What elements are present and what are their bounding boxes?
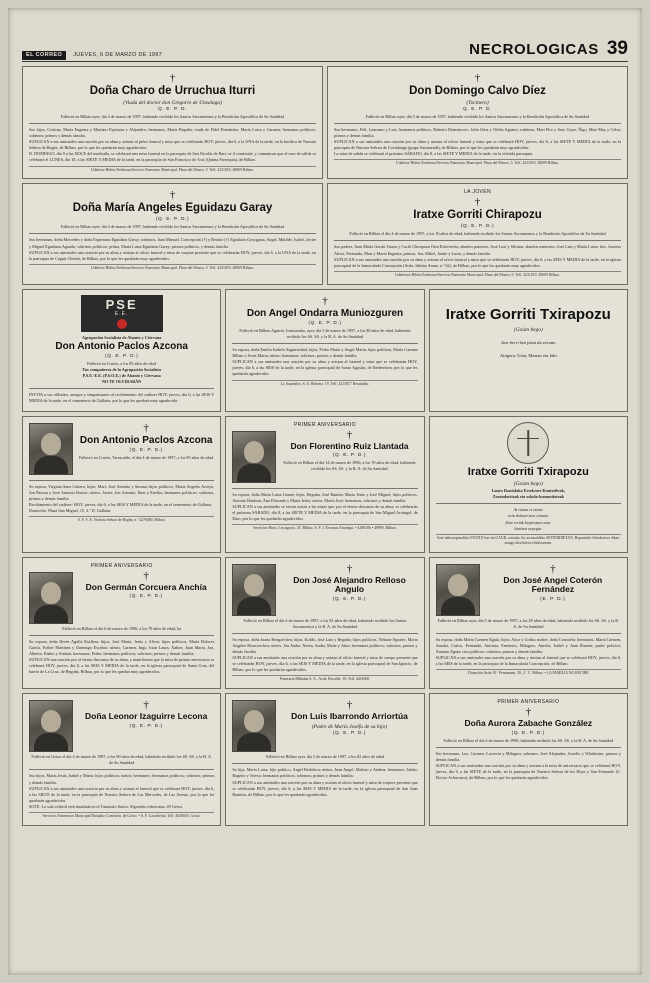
tribute-line-2: Aingeru, Unai, Marian eta Jabi xyxy=(499,353,557,359)
deceased-photo xyxy=(232,431,276,483)
masthead-left xyxy=(22,51,162,61)
paper-sheet xyxy=(8,8,642,975)
qepd-label: (Q. E. P. D.) xyxy=(129,723,163,729)
deceased-name: Doña María Angeles Eguidazu Garay xyxy=(72,202,273,215)
qepd-label: (E. P. D.) xyxy=(540,596,566,602)
funeral-service-footer: Servicios Hnos. Lecaigorio, 43. Bilbao. S. F. J. Terrazas Ariztegui. • 4296186 • 48999, Bilbao. xyxy=(232,524,417,531)
obituary-row xyxy=(22,416,628,553)
deceased-name: Iratxe Gorriti Txirapozu xyxy=(445,305,611,323)
obituary-iratxe-gorriti-euskara xyxy=(429,289,628,412)
cross-icon: † xyxy=(550,562,556,575)
tribute-line-1: Lauro Ikastolako Errektore Kontseilvak, xyxy=(491,488,565,494)
obituary-charo-urruchua xyxy=(22,66,323,179)
family-paragraph: Su esposa, doña Dorés Agulla Kuillera; hijos, José María, Jesús y Alicia; hijos políticos, María Dolores García, Esther Martínez y Domingo Escobar; nietos, Carmen, Ingo, Irian Laura, Xabier, Juan María, Jon, Alberto, Eneko y Andoni, hermanos, Pedro; hermanos políticos; sobrinos; primos y demás familia. xyxy=(29,638,215,656)
cross-icon: † xyxy=(143,421,149,434)
deceased-photo xyxy=(29,700,73,752)
divider xyxy=(29,769,214,770)
deceased-photo xyxy=(436,564,480,616)
funeral-service-footer: Udaletxe Hileta-Zerbitzua/Servicio Funerario Municipal. Plaza del Museo, 5. Telf. 4231018. 48009 Bilbao. xyxy=(29,166,316,173)
obituary-florentino-ruiz-llantada xyxy=(225,416,424,553)
ee-label: E.E. xyxy=(114,310,129,317)
deceased-name: Don Domingo Calvo Díez xyxy=(409,85,546,97)
obituary-row xyxy=(22,183,628,284)
family-paragraph: Su esposa, doña Juana Bengoechea; hijos, Koldo, José Luis y Beguña; hijos políticos, Nekane Aguirre, María Angeles Beascoechea; nietos, Jon Ander, Nerea, Ander, Maite y Aitor; hermanos políticos; sobrinos; primos y demás familia. xyxy=(232,636,418,654)
family-paragraph: Su esposa, doña María Luisa Garate; hijos, Beguña, José Ramón, María Jesús y José Miguel; hijos políticos, Antonio Bardoza, Ana Elizondo y María Jesús; nietos, María José; hermanos; sobrinos y demás familia. xyxy=(232,491,418,503)
funeral-service-footer: Udaletxe Hileta-Zerbitzua/Servicio Funerario Municipal. Plaza del Museo, 5. Telf. 4231018. 48009 Bilbao. xyxy=(334,159,621,166)
invitation-paragraph: SUPLICAN a sus amistades una oración por su alma y asistan al oficio funeral y misa que se celebrará HOY, jueves, día 6, a las SIETE Y MEDIA de la tarde, en la parroquia de Nuestra Señora de Covadonga (grupo Saramendi), de Bilbao, por lo que les quedarán muy agradecidos. xyxy=(334,139,621,151)
deceased-name: Don Luis Ibarrondo Arriortúa xyxy=(291,711,408,722)
death-notice: Falleció en Bilbao ayer, día 5 de marzo de 1997, a los 82 años de edad xyxy=(266,754,384,760)
obituary-row xyxy=(22,66,628,179)
divider xyxy=(29,635,214,636)
death-notice: Falleció en Cruées, Tarracaldo, el día 4 de marzo de 1997, a los 85 años de edad xyxy=(79,454,214,460)
deceased-name: Don Germán Corcuera Anchía xyxy=(85,581,207,592)
obituary-leonor-izaguirre xyxy=(22,693,221,826)
funeral-service-footer: Udaletxe Hileta-Zerbitzua/Servicio Funerario Municipal. Plaza del Museo, 5. Telf. 4231018. 48009 Bilbao. xyxy=(29,264,316,271)
anniversary-label: PRIMER ANIVERSARIO xyxy=(294,421,356,428)
family-paragraph: Su esposa, Virginia Sanz Cubero; hijos, Marí, José Antonio y Susana; hijos políticos, María Angeles Arroyo, Jon Pascua y José Antonio Borrac; nietos, Javier, Jon Antonio, Ibon y Eneika; hermanos políticos; sobrinos, primos y demás familia. xyxy=(29,483,215,501)
rose-icon xyxy=(117,319,127,329)
anniversary-label: PRIMER ANIVERSARIO xyxy=(497,699,560,706)
deceased-subtitle: (Padre de María Joséfa de su hijo) xyxy=(311,723,388,730)
deceased-name: Don José Angel Coterón Fernández xyxy=(503,574,603,595)
qepd-label: (Q. E. P. D.) xyxy=(332,596,367,602)
newspaper-logo: EL CORREO xyxy=(22,51,66,61)
tribute-line-1: Izar berri bat piztu da zeruan xyxy=(501,340,556,346)
invitation-paragraph: SUPLICAN a sus amistades una oración por su alma y asistan al funeral que se celebrará HOY, jueves, día 6, a las SIETE de la tarde, en la parroquia de Nuestra Señora de Las Mercedes, de Las Arenas, por lo que les quedarán agradecidos. xyxy=(29,785,215,803)
issue-date: JUEVES, 6 DE MARZO DE 1997 xyxy=(73,52,163,59)
divider xyxy=(29,388,214,389)
tribute-line-6: bizitzea arpegia. xyxy=(514,525,543,531)
funeral-service-footer: Udaletxen Hileta-Zerbitzua/Servicio Funerario Municipal. Plaza del Museo, 5. Telf. 4231019. 48009 Bilbao. xyxy=(334,271,621,278)
family-paragraph: Sus hermanas, Luz, Carmen, Lucrecia y Milagros; sobrinos, José Alejandro, Aurelio y Wladimiro; primos y demás familia. xyxy=(435,750,621,762)
page-number: 39 xyxy=(606,38,628,59)
cross-icon: † xyxy=(474,196,481,209)
deceased-name: Don Antonio Paclos Azcona xyxy=(79,434,213,446)
death-notice: Falleció en Bilbao ayer, día 2 de marzo de 1997, habiendo recibido los Santos Sacramentos y la Bendición Apostólica de Su Santidad xyxy=(60,113,285,119)
obituary-aurora-zabache xyxy=(429,693,628,826)
school-emblem-icon xyxy=(507,422,549,464)
divider xyxy=(436,633,621,634)
death-notice: Falleció en Bilbao ayer, día 5 de marzo de 1997, habiendo recibido los Santos Sacramentos y la Bendición Apostólica de Su Santidad xyxy=(60,224,285,230)
anniversary-label: LA JOVEN xyxy=(463,189,492,196)
family-paragraph: Sus hijos, María Jesús, Isabel y María; hijos políticos; nietos; hermanos; hermanos políticos; sobrinos; primos y demás familia. xyxy=(29,773,215,785)
death-notice: Falleció en Bilbao el día 4 de marzo de 1997, a los 81 años de edad, habiendo recibido los Santos Sacramentos y la B. A. de Su Santidad xyxy=(243,617,407,629)
qepd-label: (Q. E. P. D.) xyxy=(129,594,163,600)
deceased-name: Don Antonio Paclos Azcona xyxy=(55,340,188,352)
divider xyxy=(29,123,316,124)
divider xyxy=(436,747,621,748)
death-notice: Falleció en Getxo el día 4 de marzo de 1997, a los 90 años de edad, habiendo recibido los SS. SS. y la B. A. de Su Santidad xyxy=(31,754,212,766)
obituary-german-corcuera xyxy=(22,557,221,690)
family-paragraph: Su esposa, doña María Carmen Eguía; hijos, Aitor y Gorka; madre, doña Consuelo; hermanos, María Carmen, Amalia, Carlos, Fernando, Antonio, Emeterio, Milagros, Amelia, Isabel y Juan Ramón; padre político; Antonio Eguía; tios políticos; sobrinos; primos y demás familia. xyxy=(435,636,621,654)
family-paragraph: Sus hermanos, Feli, Laureano y Luis; hermanos políticos, Roberto Domenicoic, Julia Ortiz y Ofelia Aguirre; sobrinos, Mari Flor y Ana; Goyo, Ñigo, Mari May y Celsa; primos y demás familia. xyxy=(334,126,621,139)
deceased-name: Doña Charo de Urruchua Iturri xyxy=(89,85,256,97)
divider xyxy=(29,480,214,481)
organization-label: Agrupación Socialista de Abanto y Ciérvana xyxy=(82,334,162,340)
invitation-paragraph: Recibimiento del cadáver: HOY, jueves, día 6, a las SEIS Y MEDIA de la tarde, en el cementerio de Gallarta. xyxy=(29,501,213,507)
divider xyxy=(232,763,417,764)
divider xyxy=(232,488,417,489)
qepd-label: (Q. E. P. D.) xyxy=(308,320,342,326)
deceased-name: Don Florentino Ruiz Llantada xyxy=(290,440,409,451)
qepd-label: (Q. E. P. D.) xyxy=(105,354,139,359)
family-paragraph: Su esposa, doña Emilia Isabelo Sagarrizabal; hijos, Pedro María y Angel María; hijas políticas, María Carmen Bilbao y Jesús María; nietos; hermanos; sobrinos; primos y demás familia. xyxy=(232,347,418,359)
qepd-label: (Q. E. P. D.) xyxy=(129,447,163,453)
qepd-label: (Q. E. P. D.) xyxy=(332,730,367,736)
extra-paragraph: La misa de salida se celebrará el próximo SÁBADO, día 8, a las SIETE Y MEDIA de la tarde, en la referida parroquia. xyxy=(334,151,534,157)
note-paragraph: SOTE: La sala veláctil está instalada en el Tanatorio Sarria. Algorteko eskerraiaa, 49 Getxo. xyxy=(29,803,184,809)
deceased-photo xyxy=(232,700,276,752)
obituary-row xyxy=(22,557,628,690)
deceased-photo xyxy=(29,423,73,475)
masthead-rule xyxy=(22,61,628,62)
death-notice: Falleció en Bilbao ayer, día 5 de marzo de 1997, habiendo recibido los Santos Sacramentos y la Bendición Apostólica de Su Santidad xyxy=(365,113,590,119)
invitation-paragraph: SUPLICAN a sus amistades una oración por su alma y asistan al oficio funeral y misa que se celebrarán HOY, jueves, día 6, a las SEIS Y MEDIA de la tarde, en la iglesia parroquial de la Inmaculada Concepción (Avda. Sabino Arana, n.º 62), de Bilbao, por lo que les quedarán muy agradecidos. xyxy=(334,256,621,268)
deceased-name: Doña Leonor Izaguirre Lecona xyxy=(85,711,208,722)
tribute-line-5: Zure irriak begiratzen nau- xyxy=(505,519,552,525)
family-paragraph: Su hija, María Luisa; hijo político, Angel Redoleca; nietos, Juan Angel, Maloso y Andrea; hermanos; Julián; Rogeíto y Teresa; hermanos políticos; sobrinos; primos y demás familia. xyxy=(232,767,418,779)
cross-icon: † xyxy=(169,72,176,84)
deceased-name: Iratxe Gorriti Chirapozu xyxy=(413,209,542,222)
death-notice: Falleció en Bilbao Aguirre, Irastorzako, ayer, día 5 de marzo de 1997, a los 80 años de edad, habiendo recibido los SS. SS. y la B. A. de Su Santidad xyxy=(239,327,411,339)
obituary-antonio-paclos-azcona xyxy=(22,416,221,553)
spacer xyxy=(436,295,621,301)
pse-label: PSE xyxy=(105,296,138,312)
qepd-label: (Q. E. P. D.) xyxy=(155,217,190,223)
invitation-paragraph: SUPLICAN a sus amistades una oración por su alma y asistan a la misa de aniversario que se celebrará HOY, jueves, día 6, a las SIETE de la tarde, en la parroquia de Nuestra Señora de los Hijos y San Fernando (C. Doctor Achucarro), de Bilbao, por lo que les quedarán agradecidos. xyxy=(435,763,621,781)
obituary-jose-angel-coteron xyxy=(429,557,628,690)
obituary-iratxe-gorriti-ikastola xyxy=(429,416,628,553)
funeral-service-footer: Funeraria Bilbaina S. A., Avda. Recalde, 10. Telf. 4441060. xyxy=(232,675,417,682)
invitation-paragraph: SUPLICAN a sus amistades una oración por su alma y asistan al oficio funeral y misa de cuerpo presente que se celebrarán HOY, jueves, día 6, a las SEIS Y MEDIA de la tarde, en la iglesia parroquial de San Ignacio, de Bilbao, por lo que les quedarán agradecidos. xyxy=(232,655,418,673)
cross-icon: † xyxy=(346,699,353,712)
deceased-name: Don Angel Ondarra Muniozguren xyxy=(246,307,404,319)
invitation-paragraph: SUPLICAN a sus amistades una oración por su alma y asistan al oficio funeral y misa de corpore presente que se celebrarán HOY, jueves, día 6, a las SEIS Y MEDIA de la tarde, en la iglesia parroquial de San Juan Bautista, de Bilbao, por lo que les quedarán agradecidos. xyxy=(232,779,418,797)
cross-icon: † xyxy=(143,699,149,712)
divider xyxy=(334,240,621,241)
tribute-line-3: NO TE OLVIDARÁN xyxy=(102,379,142,385)
deceased-photo xyxy=(29,572,73,624)
address-paragraph: Domicilio: Plaza San Miguel, 15, 2.º D. Gallarta. xyxy=(29,507,112,513)
deceased-name: Doña Aurora Zabache González xyxy=(464,718,593,729)
qepd-label: Q. E. P. D. xyxy=(463,106,492,112)
divider xyxy=(232,343,417,344)
funeral-service-footer: Donación Avda. B.º Pensament, 28, 2.º C. Bilbao. • LA FAMILIA NO RECIBE xyxy=(436,669,621,676)
extra-paragraph: D. DOMINGO, día 9 a las DOCE del mediodía, se celebrará una misa funeral en la parroquia de San Nicolás de Bari, se il continuóe, y comunican que el reza de salida se celebrará el LUNES, día 10, a las SIETE Y MEDIA de la tarde, en la parroquia de San Francisco de Asis (Quinta Parroquia), de Bilbao. xyxy=(29,151,316,163)
funeral-service-footer: Sare adierazpenaldia OTOITZ-bat eta GAUR, ostirala, 6a, arratsaldeko SEITERDIETAN, Bapartizko lehiakoetxe elkart izango dira hileta-elizkizunean. xyxy=(437,535,620,545)
cross-icon: † xyxy=(346,428,353,441)
obituary-maria-angeles-eguidazu xyxy=(22,183,323,284)
funeral-service-footer: Servicios Funerarios Municipal Bizkaiko Conexión, de Getxo. • A. F. Larrabeitia. Telf. 4630045. Getxo. xyxy=(29,812,214,819)
cross-icon: † xyxy=(143,569,149,582)
qepd-label: (Q. E. P. D.) xyxy=(460,224,495,230)
cross-icon: † xyxy=(346,562,353,575)
deceased-subtitle: (Goian bego) xyxy=(513,327,543,334)
section-title: NECROLOGICAS xyxy=(469,41,599,58)
pse-logo xyxy=(81,295,163,332)
deceased-subtitle: (Tocinero) xyxy=(466,99,489,106)
invitation-paragraph: SUPLICAN a sus amistades una oración por su alma y asistan al funeral y misa que se celebrarán HOY, jueves, día 6, a las SEIS de la tarde, en la iglesia parroquial de Santo Agustín, de Bederetxea, por lo que les quedarán agradecidos. xyxy=(232,359,418,377)
tribute-line-2: P.S.E.-E.E. (P.S.O.E.) de Abanto y Ciérvana xyxy=(82,373,161,379)
obituary-row xyxy=(22,289,628,412)
invitation-paragraph: SUPLICAN a sus amistades se sirvan asistir a las misas que, por el eterno descanso de su alma, se celebrarán el próximo SÁBADO, día 8, a las SIETE Y MEDIA de la tarde, en la parroquia de San Miguel Arcángel, de Dato, por lo que les quedarán agradecidos. xyxy=(232,503,418,521)
masthead-right xyxy=(469,38,628,60)
tribute-line-1: Tus compañeros de la Agrupación Socialista xyxy=(82,367,161,373)
family-paragraph: Sus hijos, Cristina, María Eugenia y Mariano Espinosa y Alejandro; hermanos, María Beguña; viuda de Fidel Fernández, María Luisa y Carmen; hermanos políticos; sobrinos; primos y demás familia. xyxy=(29,126,316,139)
cross-icon: † xyxy=(474,72,481,84)
funeral-service-footer: La Asamblea, S. A. Referna. 19. Telf. 4213017 Beranaldo. xyxy=(232,380,417,387)
cross-icon: † xyxy=(525,706,532,719)
tribute-line-2: Zuzendaritzak eta eskola-komunitateak xyxy=(492,494,564,500)
death-notice: Falleció en Cruées, a los 85 años de edad xyxy=(87,361,157,366)
obituary-grid xyxy=(22,66,628,830)
tribute-line-3: At rixtan et txotse xyxy=(513,507,544,513)
death-notice: Falleció en Bilbao el día 4 de marzo de 1997, a los 16 años de edad, habiendo recibido los Santos Sacramentos y la Bendición Apostólica de Su Santidad xyxy=(349,231,606,237)
invitation-paragraph: SUPLICAN a sus amistades una oración por su alma y asistan al funeral que se celebrará HOY, jueves, día 6, a las SEIS de la tarde, en la parroquia de la Inmaculada Concepción, de Bilbao. xyxy=(435,655,621,667)
death-notice: Falleció en Bilbao el día 6 de marzo de 1996, a los 78 años de edad, ha xyxy=(62,625,182,631)
masthead xyxy=(22,38,628,60)
death-notice: Falleció en Bilbao ayer, día 5 de marzo de 1997, a los 49 años de edad, habiendo recibido los SS. SS. y la B. A. de Su Santidad xyxy=(437,617,620,629)
deceased-name: Don José Alejandro Relloso Angulo xyxy=(293,574,406,595)
cross-icon: † xyxy=(322,294,328,307)
cross-icon: † xyxy=(169,189,176,202)
family-paragraph: Sus padres, Juan María Gorriti Tuazu y Cuchi Chirapozu Oria-Echeverría; abuelos paternos, José Luis y Silvana; abuelos maternos, José Luis y María Luisa; tíos, Joseous Alicia, Fernando, Mari y María Eugenia; primos, Jon, Mikel, Janire y Lucia, y demás familia. xyxy=(334,244,621,256)
death-notice: Falleció en Bilbao el día 14 de marzo de 1996, a los 70 años de edad, habiendo recibido los SS. SS. y la B. A. de Su Santidad xyxy=(283,460,416,472)
obituary-domingo-calvo xyxy=(327,66,628,179)
invitation-paragraph: INVITA a sus afiliados, amigos y simpatizantes al recibimiento del cadáver HOY, jueves, día 6, a las SEIS Y MEDIA de la tarde, en el cementerio de Gallarta, por lo que les quedará muy agradecida. xyxy=(29,392,215,404)
deceased-subtitle: (Viuda del doctor don Gregorio de Unzalaga) xyxy=(123,99,222,106)
divider xyxy=(29,233,316,234)
obituary-angel-ondarra xyxy=(225,289,424,412)
obituary-jose-alejandro-relloso xyxy=(225,557,424,690)
family-paragraph: Sus hermanas, doña Mercedes y doña Esperanza Eguidazu Garay; sobrinos, Juan Manuel, Concepción (†) y Beatriz (†) Eguidazu Goyogana, Angel, Matilde, Isabel, Javier y Miguel Eguidazu Aguado; sobrinos políticos; prima, María Luisa Eguidazu Garay; primos políticos, y demás familia. xyxy=(29,237,316,249)
divider xyxy=(436,503,621,504)
tribute-line-4: zein doluan zten oinazie xyxy=(508,513,549,519)
invitation-paragraph: SUPLICAN una oración por el eterno descanso de su alma, y manifiestan que la misa de primer aniversario se celebrará HOY, jueves, día 6, a las SEIS Y MEDIA de la tarde, en la iglesia parroquial de Santa Cruz, del barrio de La Cruz, de Beguña, Bilbao, por lo que les quedan muy agradecidos. xyxy=(29,656,215,675)
divider xyxy=(334,123,621,124)
obituary-row xyxy=(22,693,628,826)
invitation-paragraph: SUPLICAN a sus amistades una oración por su alma y asistan al oficio funeral y misa de corpore presente que se celebrarán HOY, jueves, día 6, a la UNA de la tarde, en la parroquia de Ceguir Christó, de Bilbao, por lo que les quedarán muy agradecidos. xyxy=(29,249,316,261)
qepd-label: (Q. E. P. D.) xyxy=(511,730,545,736)
obituary-iratxe-gorriti-chirapozu xyxy=(327,183,628,284)
deceased-photo xyxy=(232,564,276,616)
anniversary-label: PRIMER ANIVERSARIO xyxy=(90,562,153,569)
invitation-paragraph: SUPLICAN a sus amistades una oración por su alma y asistan al piézo funeral y misa que se celebrarán HOY, jueves, día 6, a la UNA de la tarde, en la basílica de Nuestra Señora de Begña, de Bilbao, por lo que les quedarán muy agradecidos. xyxy=(29,139,316,151)
qepd-label: (Q. E. P. D.) xyxy=(332,453,367,459)
funeral-service-footer: S. F. S. A. Nuestra Señora de Begña, n.º 4276080, Bilbao. xyxy=(29,516,214,523)
deceased-name: Iratxe Gorriti Txirapozu xyxy=(467,465,589,478)
qepd-label: Q. E. P. D. xyxy=(158,106,187,112)
obituary-antonio-paclos-pse xyxy=(22,289,221,412)
death-notice: Falleció en Bilbao el día 6 de marzo de 1996, habiendo recibido los SS. SS. y la B. A. de Su Santidad xyxy=(443,737,614,743)
deceased-subtitle: (Goian bego) xyxy=(513,481,543,488)
obituary-luis-ibarrondo xyxy=(225,693,424,826)
divider xyxy=(232,633,417,634)
